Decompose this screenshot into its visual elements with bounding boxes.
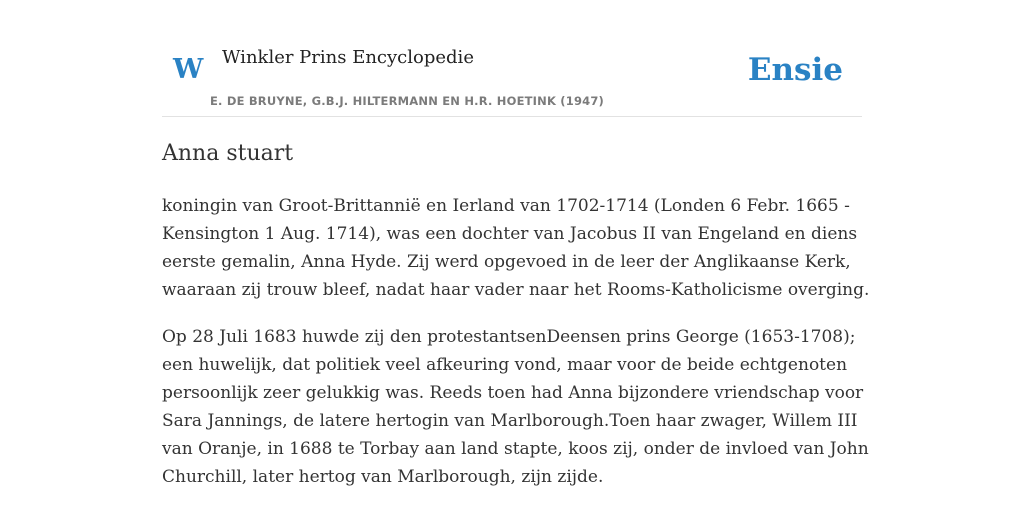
article-paragraph-2 (162, 323, 869, 491)
paragraph-line: persoonlijk zeer gelukkig was. Reeds toen had Anna bijzondere vriendschap voor (162, 383, 864, 403)
paragraph-line: Churchill, later hertog van Marlborough, zijn zijde. (162, 467, 604, 487)
publication-title[interactable]: Winkler Prins Encyclopedie (222, 47, 474, 68)
paragraph-line: eerste gemalin, Anna Hyde. Zij werd opgevoed in de leer der Anglikaanse Kerk, (162, 252, 851, 272)
paragraph-line: Kensington 1 Aug. 1714), was een dochter van Jacobus II van Engeland en diens (162, 224, 858, 244)
publication-authors: E. DE BRUYNE, G.B.J. HILTERMANN EN H.R. HOETINK (1947) (210, 94, 605, 108)
brand-logo[interactable]: Ensie (747, 52, 843, 88)
article (162, 136, 870, 491)
publication-logo[interactable]: W (173, 54, 204, 85)
article-paragraph-1 (162, 192, 870, 304)
paragraph-line: van Oranje, in 1688 te Torbay aan land stapte, koos zij, onder de invloed van John (162, 439, 869, 459)
paragraph-line: Op 28 Juli 1683 huwde zij den protestantsenDeensen prins George (1653-1708); (162, 327, 856, 347)
paragraph-line: waaraan zij trouw bleef, nadat haar vader naar het Rooms-Katholicisme overging. (162, 280, 870, 300)
paragraph-line: koningin van Groot-Brittannië en Ierland van 1702-1714 (Londen 6 Febr. 1665 - (162, 196, 850, 216)
paragraph-line: een huwelijk, dat politiek veel afkeuring vond, maar voor de beide echtgenoten (162, 355, 848, 375)
paragraph-line: Sara Jannings, de latere hertogin van Marlborough.Toen haar zwager, Willem III (162, 411, 858, 431)
article-title: Anna stuart (162, 141, 294, 166)
site-header (162, 0, 862, 117)
